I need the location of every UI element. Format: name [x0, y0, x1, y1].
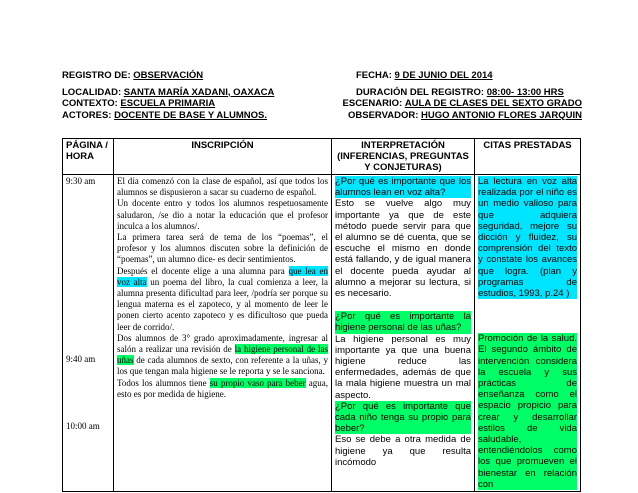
header-row-4	[62, 110, 582, 122]
observador-value: HUGO ANTONIO FLORES JARQUIN	[421, 109, 582, 121]
fecha-label: FECHA:	[356, 70, 392, 81]
time-0930: 9:30 am	[66, 176, 96, 186]
inscripcion-text: Dos alumnos de 3° grado aproximadamente, ingresar al salón a realizar una revisión de	[117, 332, 328, 355]
inscripcion-text: de cada alumnos de sexto, con referente a la uñas, y los que tengan mala higiene se le reporta y se le sanciona.	[117, 355, 328, 377]
cita-lectura: La lectura en voz alta realizada por el niño es un medio valioso para que adquiera seguridad, mejore su dicción y fluidez, su comprensión del texto y constate los avances que logra. (plan y programas de estudios, 1993, p.24 )	[478, 176, 577, 300]
inscripcion-paragraph	[117, 378, 328, 400]
cita-salud: Promoción de la salud. El segundo ámbito de intervención considera la escuela y sus prácticas de enseñanza como el espacio propicio para crear y desarrollar estilos de vida saludable, entendiéndolos como los que promueven el bienestar en relación con	[478, 333, 577, 490]
question-vaso: ¿Por qué es importante que cada niño tenga su propio para beber?	[335, 400, 471, 435]
actores-value: DOCENTE DE BASE Y ALUMNOS.	[114, 109, 267, 121]
question-lectura: ¿Por qué es importante que los alumnos lean en voz alta?	[335, 176, 471, 199]
header-row-1	[62, 70, 582, 82]
interpretacion-cell	[332, 175, 475, 492]
registro-label: REGISTRO DE:	[62, 70, 131, 81]
answer-higiene: La higiene personal es muy importante ya que una buena higiene reduce las enfermedades, además de que la mala higiene muestra un mal aspecto.	[335, 333, 471, 401]
time-1000: 10:00 am	[66, 421, 100, 431]
localidad-label: LOCALIDAD:	[62, 86, 122, 98]
question-higiene: ¿Por qué es importante la higiene personal de las uñas?	[335, 311, 471, 334]
citas-cell	[475, 175, 581, 492]
inscripcion-cell	[114, 175, 332, 492]
inscripcion-paragraph	[117, 333, 328, 378]
inscripcion-text: Todos los alumnos tiene	[117, 377, 210, 388]
localidad-value: SANTA MARÍA XADANI, OAXACA	[123, 86, 275, 98]
table-row	[63, 175, 581, 492]
time-cell	[63, 175, 114, 492]
header-interpretacion: INTERPRETACIÓN (INFERENCIAS, PREGUNTAS Y CONJETURAS)	[332, 139, 475, 175]
escenario-label: ESCENARIO:	[342, 98, 403, 109]
header-inscripcion: INSCRIPCIÓN	[114, 139, 332, 175]
inscripcion-text: un poema del libro, la cual comienza a leer, la alumna presenta dificultad para leer, /podría ser porque su lengua materna es el zapoteco, y al momento de leer le ponen cierto acento zapoteco y es dificultoso que pueda leer de corrido/.	[117, 276, 328, 332]
fecha-value: 9 DE JUNIO DEL 2014	[394, 70, 493, 81]
observador-label: OBSERVADOR:	[347, 109, 419, 121]
header-pagina-hora: PÁGINA / HORA	[63, 139, 114, 175]
inscripcion-text: Después el docente elige a una alumna para	[117, 265, 289, 276]
inscripcion-paragraph: El día comenzó con la clase de español, así que todos los alumnos se dispusieron a sacar su cuaderno de español.	[117, 176, 328, 198]
inscripcion-paragraph: Un docente entro y todos los alumnos respetuosamente saludaron, /se dio a notar la educación que el profesor inculca a los alumnos/.	[117, 198, 328, 231]
inscripcion-text: agua, esto es por medida de higiene.	[117, 377, 328, 399]
observation-table	[62, 138, 581, 492]
document-header	[62, 70, 582, 121]
header-citas: CITAS PRESTADAS	[475, 139, 581, 175]
header-row-2	[62, 87, 582, 99]
contexto-label: CONTEXTO:	[62, 98, 118, 109]
inscripcion-paragraph: La primera tarea será de tema de los “poemas”, el profesor y los alumnos discuten sobre la definición de “poemas”, un alumno dice- es decir sentimientos.	[117, 232, 328, 265]
answer-lectura: Esto se vuelve algo muy importante ya que de este método puede servir para que el alumno se dé cuenta, que se escuche el mismo en donde está fallando, y de igual manera el docente pueda ayudar al alumno a mejorar su lectura, si es necesario.	[335, 198, 471, 300]
contexto-value: ESCUELA PRIMARIA	[120, 98, 216, 109]
highlight-vaso: su propio vaso para beber	[209, 377, 306, 388]
highlight-lectura: que lea en voz alta	[117, 265, 328, 287]
duracion-value: 08:00- 13:00 HRS	[486, 86, 564, 98]
header-row-3	[62, 98, 582, 110]
answer-vaso: Eso se debe a otra medida de higiene ya que resulta incómodo	[335, 434, 471, 468]
highlight-higiene: la higiene personal de las uñas	[117, 344, 329, 366]
registro-value: OBSERVACIÓN	[133, 70, 204, 81]
duracion-label: DURACIÓN DEL REGISTRO:	[356, 86, 485, 98]
inscripcion-paragraph	[117, 266, 328, 333]
actores-label: ACTORES:	[62, 109, 112, 121]
table-header-row	[63, 139, 581, 175]
time-0940: 9:40 am	[66, 354, 96, 364]
escenario-value: AULA DE CLASES DEL SEXTO GRADO	[404, 98, 582, 109]
